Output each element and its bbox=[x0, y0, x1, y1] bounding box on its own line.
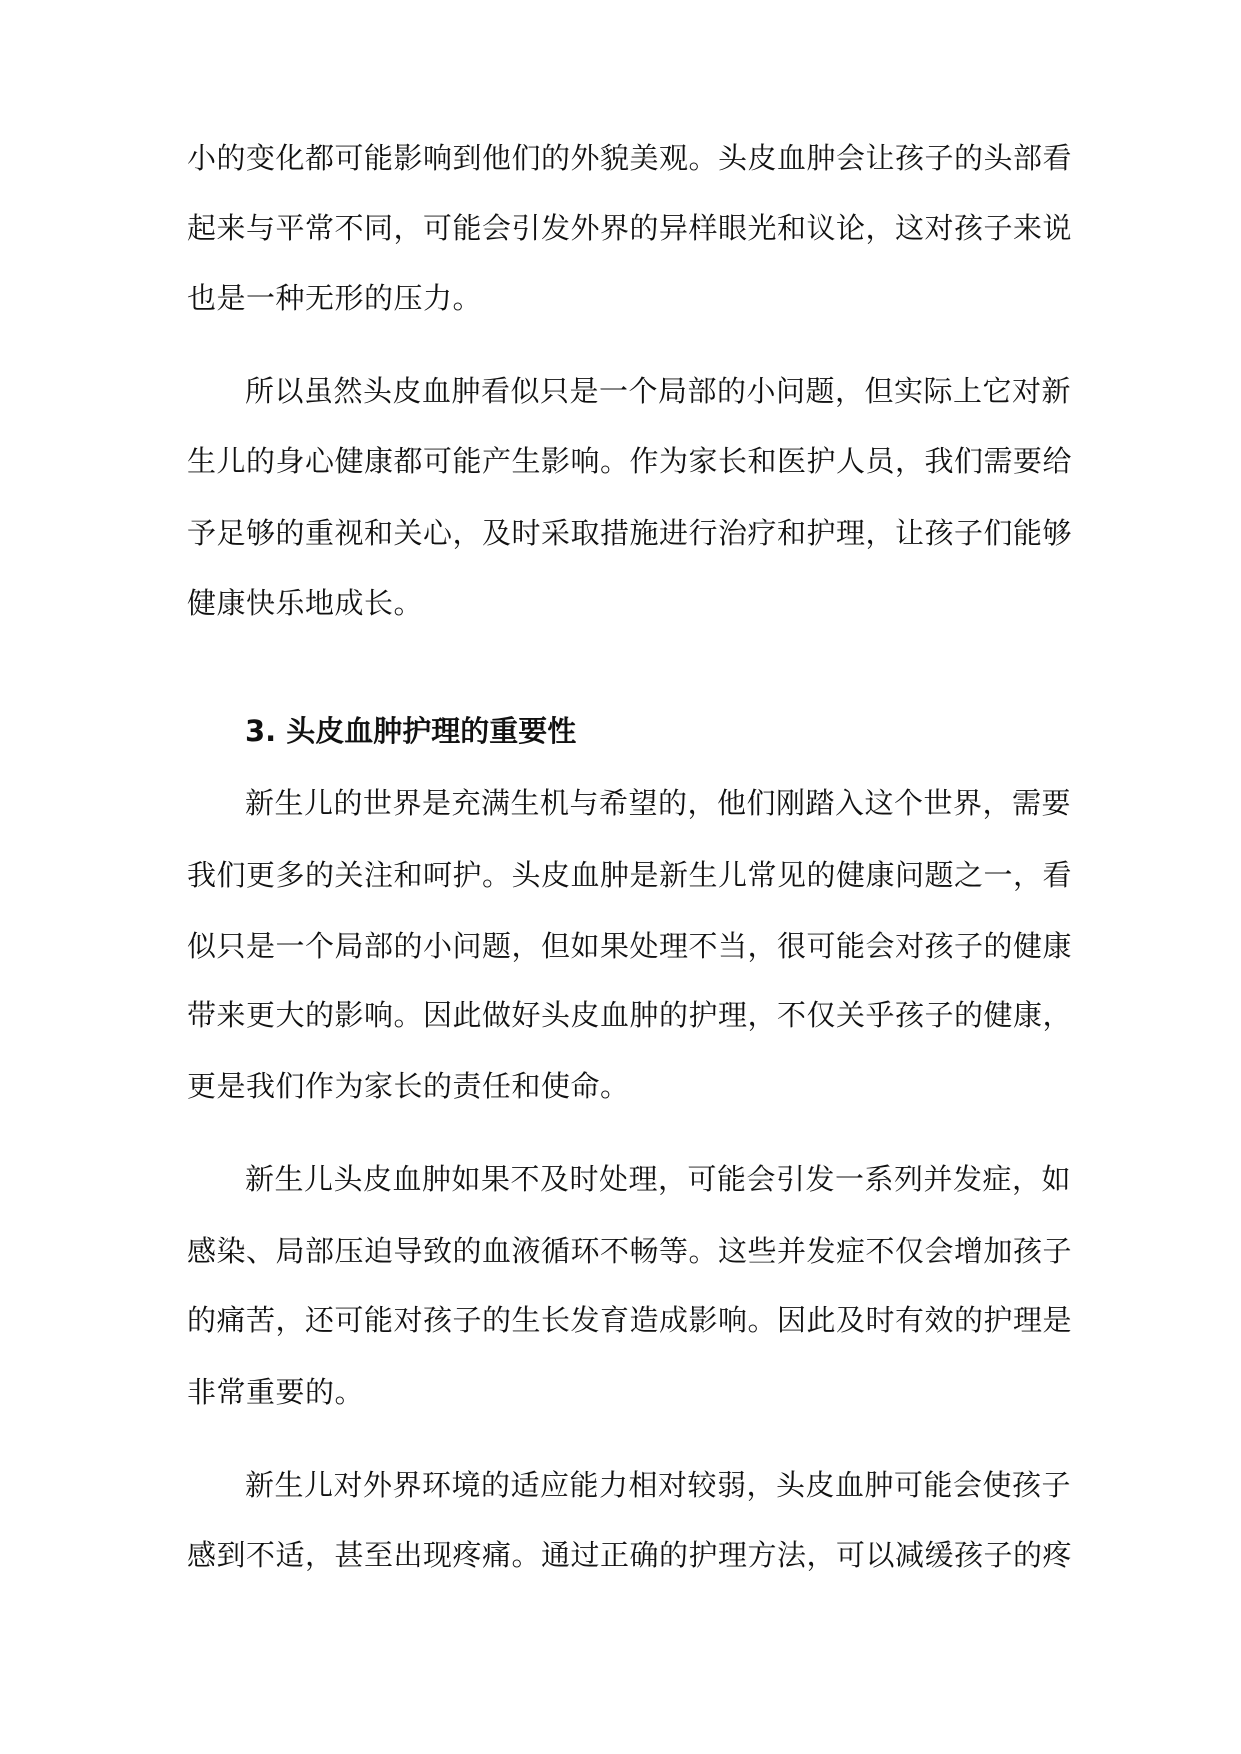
paragraph-4-line-4: 非常重要的。 bbox=[187, 1375, 365, 1409]
paragraph-5-line-1: 新生儿对外界环境的适应能力相对较弱，头皮血肿可能会使孩子 bbox=[245, 1468, 1072, 1502]
paragraph-3-line-4: 带来更大的影响。因此做好头皮血肿的护理，不仅关乎孩子的健康， bbox=[187, 998, 1073, 1032]
paragraph-1-line-1: 小的变化都可能影响到他们的外貌美观。头皮血肿会让孩子的头部看 bbox=[187, 141, 1073, 175]
paragraph-3-line-2: 我们更多的关注和呵护。头皮血肿是新生儿常见的健康问题之一，看 bbox=[187, 858, 1073, 892]
paragraph-3-line-3: 似只是一个局部的小问题，但如果处理不当，很可能会对孩子的健康 bbox=[187, 929, 1073, 963]
paragraph-2-line-4: 健康快乐地成长。 bbox=[187, 586, 424, 620]
paragraph-2-line-3: 予足够的重视和关心，及时采取措施进行治疗和护理，让孩子们能够 bbox=[187, 516, 1073, 550]
paragraph-2-line-1: 所以虽然头皮血肿看似只是一个局部的小问题，但实际上它对新 bbox=[245, 374, 1072, 408]
paragraph-5-line-2: 感到不适，甚至出现疼痛。通过正确的护理方法，可以减缓孩子的疼 bbox=[187, 1538, 1073, 1572]
paragraph-4-line-2: 感染、局部压迫导致的血液循环不畅等。这些并发症不仅会增加孩子 bbox=[187, 1234, 1073, 1268]
paragraph-1-line-2: 起来与平常不同，可能会引发外界的异样眼光和议论，这对孩子来说 bbox=[187, 211, 1073, 245]
paragraph-1-line-3: 也是一种无形的压力。 bbox=[187, 281, 483, 315]
paragraph-4-line-1: 新生儿头皮血肿如果不及时处理，可能会引发一系列并发症，如 bbox=[245, 1162, 1072, 1196]
paragraph-3-line-5: 更是我们作为家长的责任和使命。 bbox=[187, 1069, 630, 1103]
paragraph-3-line-1: 新生儿的世界是充满生机与希望的，他们刚踏入这个世界，需要 bbox=[245, 786, 1072, 820]
paragraph-4-line-3: 的痛苦，还可能对孩子的生长发育造成影响。因此及时有效的护理是 bbox=[187, 1303, 1073, 1337]
paragraph-2-line-2: 生儿的身心健康都可能产生影响。作为家长和医护人员，我们需要给 bbox=[187, 444, 1073, 478]
section-heading: 3. 头皮血肿护理的重要性 bbox=[245, 714, 577, 748]
